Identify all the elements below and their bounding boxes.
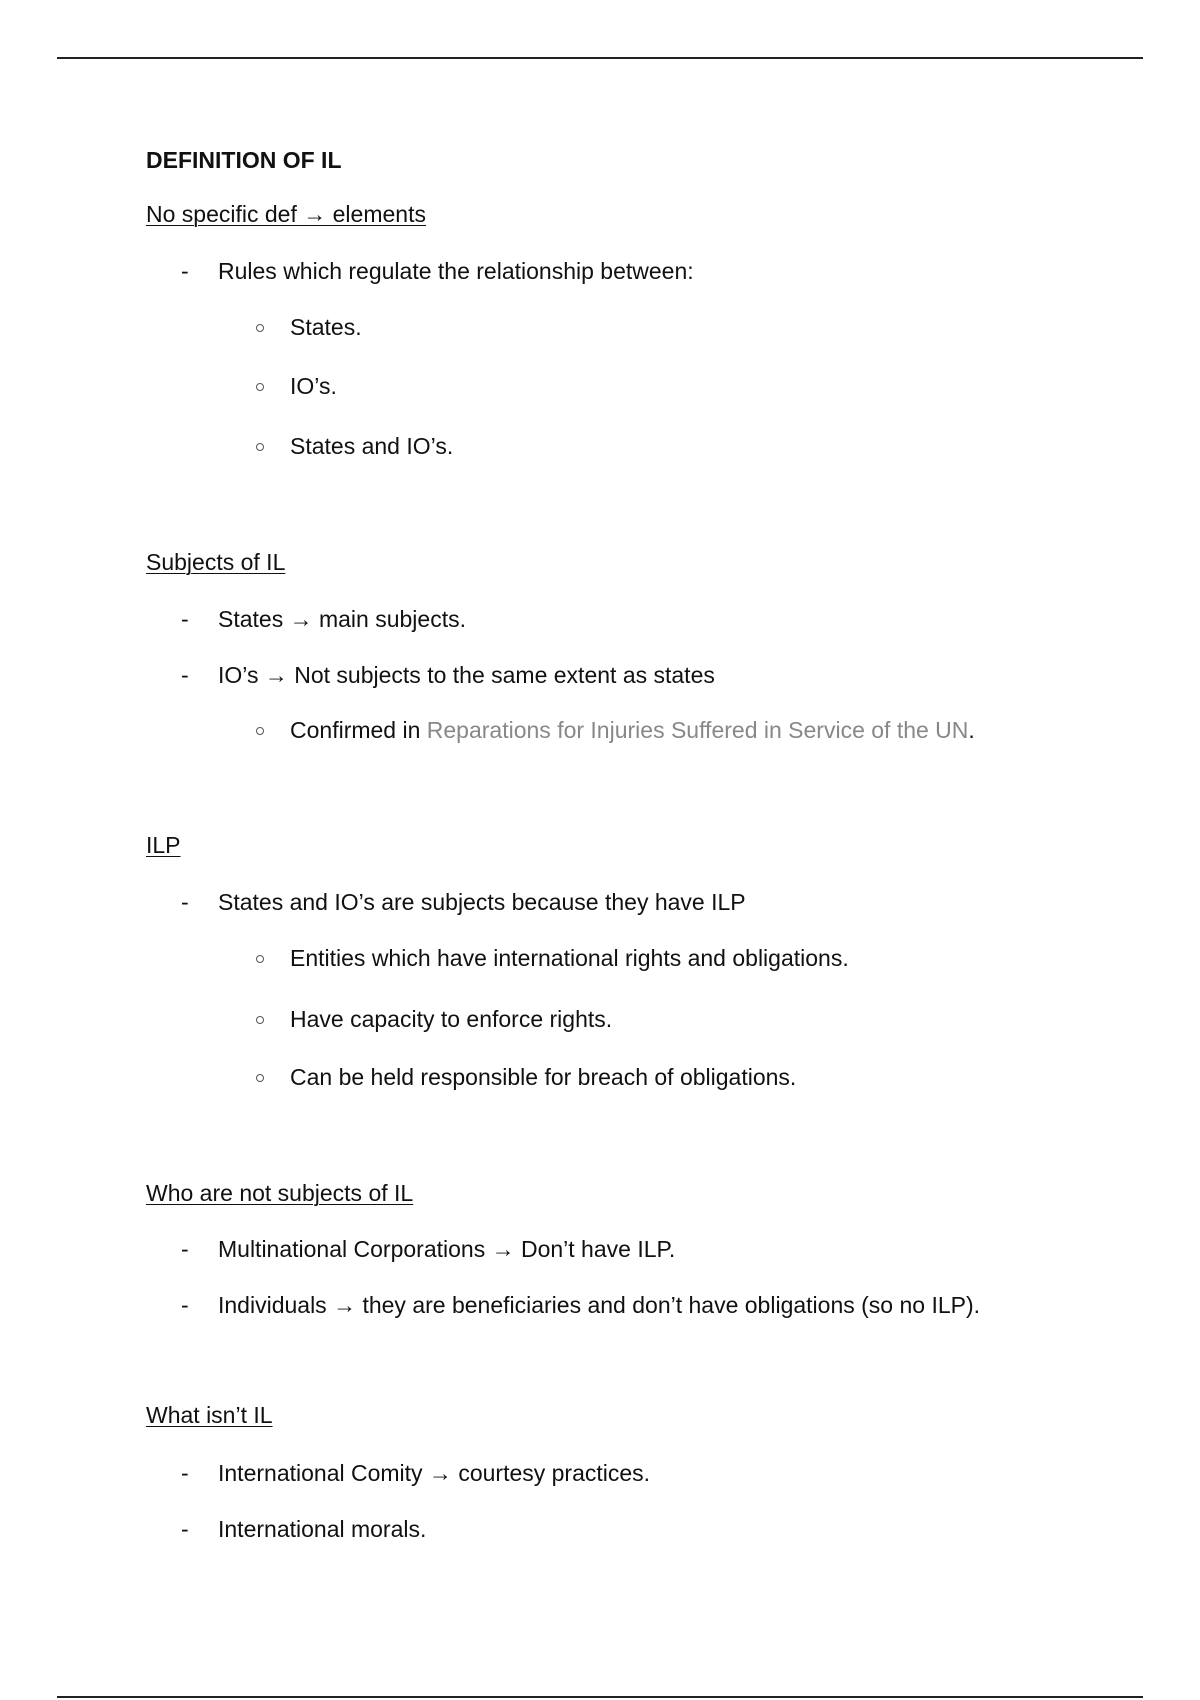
heading-ilp: ILP: [146, 832, 181, 858]
dash-bullet: -: [181, 889, 189, 915]
top-rule: [57, 57, 1143, 59]
dash-bullet: -: [181, 258, 189, 284]
list-item: Rules which regulate the relationship between:: [218, 258, 694, 284]
list-item: International Comity → courtesy practices.: [218, 1460, 651, 1486]
dash-bullet: -: [181, 1292, 189, 1318]
case-suffix: .: [968, 717, 975, 743]
heading-subjects-of-il: Subjects of IL: [146, 549, 286, 575]
list-item: International morals.: [218, 1516, 427, 1542]
list-item: IO’s → Not subjects to the same extent as states: [218, 662, 715, 688]
circle-bullet: [256, 1016, 264, 1024]
circle-bullet: [256, 383, 264, 391]
circle-bullet: [256, 955, 264, 963]
sub-list-item: Entities which have international rights and obligations.: [290, 945, 849, 971]
dash-bullet: -: [181, 606, 189, 632]
list-item: Multinational Corporations → Don’t have ILP.: [218, 1236, 676, 1262]
dash-bullet: -: [181, 1236, 189, 1262]
sub-list-item: IO’s.: [290, 373, 337, 399]
case-name: Reparations for Injuries Suffered in Service of the UN: [426, 717, 969, 743]
heading-who-are-not-subjects: Who are not subjects of IL: [146, 1180, 414, 1206]
dash-bullet: -: [181, 1460, 189, 1486]
sub-list-item: States.: [290, 314, 362, 340]
circle-bullet: [256, 443, 264, 451]
document-title: DEFINITION OF IL: [146, 147, 342, 173]
heading-what-isnt-il: What isn’t IL: [146, 1402, 273, 1428]
sub-list-item: [290, 716, 975, 744]
dash-bullet: -: [181, 1516, 189, 1542]
sub-list-item: Have capacity to enforce rights.: [290, 1006, 613, 1032]
list-item: Individuals → they are beneficiaries and don’t have obligations (so no ILP).: [218, 1292, 981, 1318]
sub-list-item: States and IO’s.: [290, 433, 454, 459]
dash-bullet: -: [181, 662, 189, 688]
case-prefix: Confirmed in: [290, 717, 427, 743]
list-item: States and IO’s are subjects because they have ILP: [218, 889, 746, 915]
circle-bullet: [256, 324, 264, 332]
bottom-rule: [57, 1696, 1143, 1698]
heading-no-specific-def: No specific def → elements: [146, 201, 426, 227]
circle-bullet: [256, 727, 264, 735]
list-item: States → main subjects.: [218, 606, 466, 632]
circle-bullet: [256, 1074, 264, 1082]
sub-list-item: Can be held responsible for breach of obligations.: [290, 1064, 797, 1090]
